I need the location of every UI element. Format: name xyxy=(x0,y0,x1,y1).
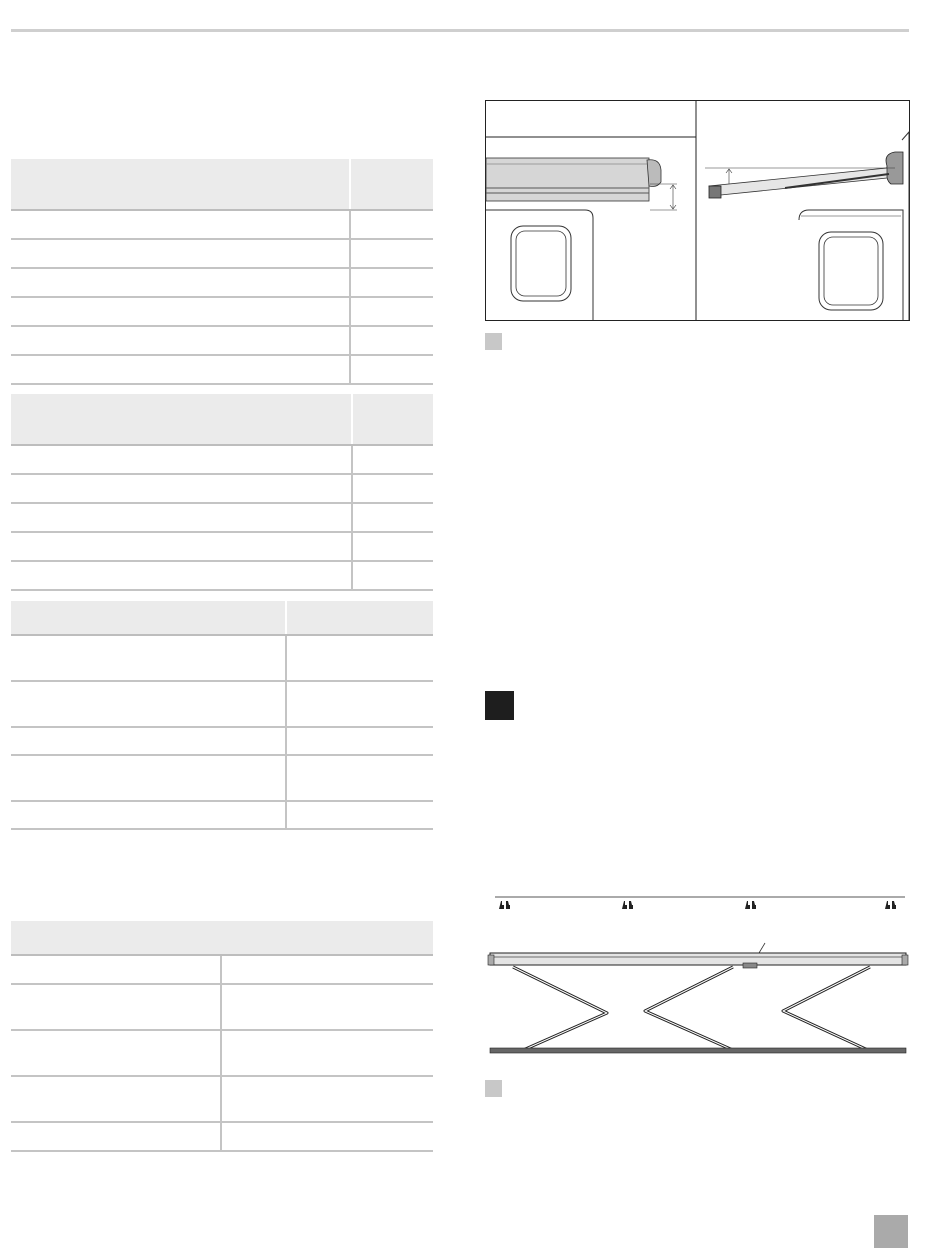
table-header xyxy=(11,394,433,446)
cell xyxy=(222,1031,433,1075)
table-row xyxy=(11,985,433,1031)
table-row xyxy=(11,756,433,802)
cell xyxy=(351,240,433,267)
cell xyxy=(353,475,433,502)
cell xyxy=(11,269,351,296)
cell xyxy=(222,956,433,983)
header-cell xyxy=(287,601,433,634)
cell xyxy=(351,211,433,238)
table-row xyxy=(11,269,433,298)
table-row xyxy=(11,356,433,385)
cell xyxy=(351,298,433,325)
table-row xyxy=(11,327,433,356)
cell xyxy=(222,1077,433,1121)
cell xyxy=(11,956,222,983)
header-cell xyxy=(11,601,287,634)
awning-dimension-figure xyxy=(485,100,910,327)
figure-1-label xyxy=(485,333,502,350)
spec-table-4 xyxy=(11,921,433,1152)
cell xyxy=(11,728,287,754)
table-row xyxy=(11,298,433,327)
step-marker xyxy=(485,691,514,720)
cell xyxy=(287,682,433,726)
bracket-position-markers xyxy=(499,901,896,909)
page-number-tab xyxy=(874,1215,908,1248)
table-header xyxy=(11,921,433,956)
spec-table-2 xyxy=(11,394,433,591)
awning-mounting-bracket-diagram-icon xyxy=(485,893,910,1058)
cell xyxy=(11,327,351,354)
cell xyxy=(11,756,287,800)
header-cell xyxy=(11,921,433,954)
table-row xyxy=(11,802,433,830)
awning-dimension-drawing xyxy=(485,100,910,322)
spec-table-3 xyxy=(11,601,433,830)
cell xyxy=(11,802,287,828)
header-cell xyxy=(353,394,433,444)
table-row xyxy=(11,475,433,504)
cell xyxy=(11,562,353,589)
cell xyxy=(11,240,351,267)
header-rule xyxy=(11,29,909,32)
table-row xyxy=(11,504,433,533)
table-row xyxy=(11,728,433,756)
cell xyxy=(222,985,433,1029)
header-cell xyxy=(11,159,351,209)
cell xyxy=(353,446,433,473)
cell xyxy=(11,356,351,383)
cell xyxy=(353,562,433,589)
header-cell xyxy=(11,394,353,444)
cell xyxy=(11,682,287,726)
figure-2-label xyxy=(485,1080,502,1097)
table-row xyxy=(11,211,433,240)
cell xyxy=(11,475,353,502)
table-row xyxy=(11,636,433,682)
cell xyxy=(287,636,433,680)
table-row xyxy=(11,1123,433,1152)
spec-table-1 xyxy=(11,159,433,385)
table-row xyxy=(11,1077,433,1123)
table-row xyxy=(11,562,433,591)
cell xyxy=(11,504,353,531)
cell xyxy=(351,269,433,296)
table-row xyxy=(11,533,433,562)
mounting-bracket-figure xyxy=(485,893,910,1063)
table-row xyxy=(11,446,433,475)
cell xyxy=(287,802,433,828)
cell xyxy=(11,1031,222,1075)
header-cell xyxy=(351,159,433,209)
cell xyxy=(353,533,433,560)
table-row xyxy=(11,240,433,269)
cell xyxy=(351,356,433,383)
cell xyxy=(11,1123,222,1150)
cell xyxy=(11,985,222,1029)
table-header xyxy=(11,159,433,211)
cell xyxy=(11,298,351,325)
cell xyxy=(11,533,353,560)
cell xyxy=(353,504,433,531)
cell xyxy=(11,636,287,680)
cell xyxy=(222,1123,433,1150)
table-header xyxy=(11,601,433,636)
cell xyxy=(287,728,433,754)
cell xyxy=(11,211,351,238)
cell xyxy=(351,327,433,354)
cell xyxy=(11,446,353,473)
table-row xyxy=(11,682,433,728)
cell xyxy=(11,1077,222,1121)
cell xyxy=(287,756,433,800)
table-row xyxy=(11,956,433,985)
table-row xyxy=(11,1031,433,1077)
